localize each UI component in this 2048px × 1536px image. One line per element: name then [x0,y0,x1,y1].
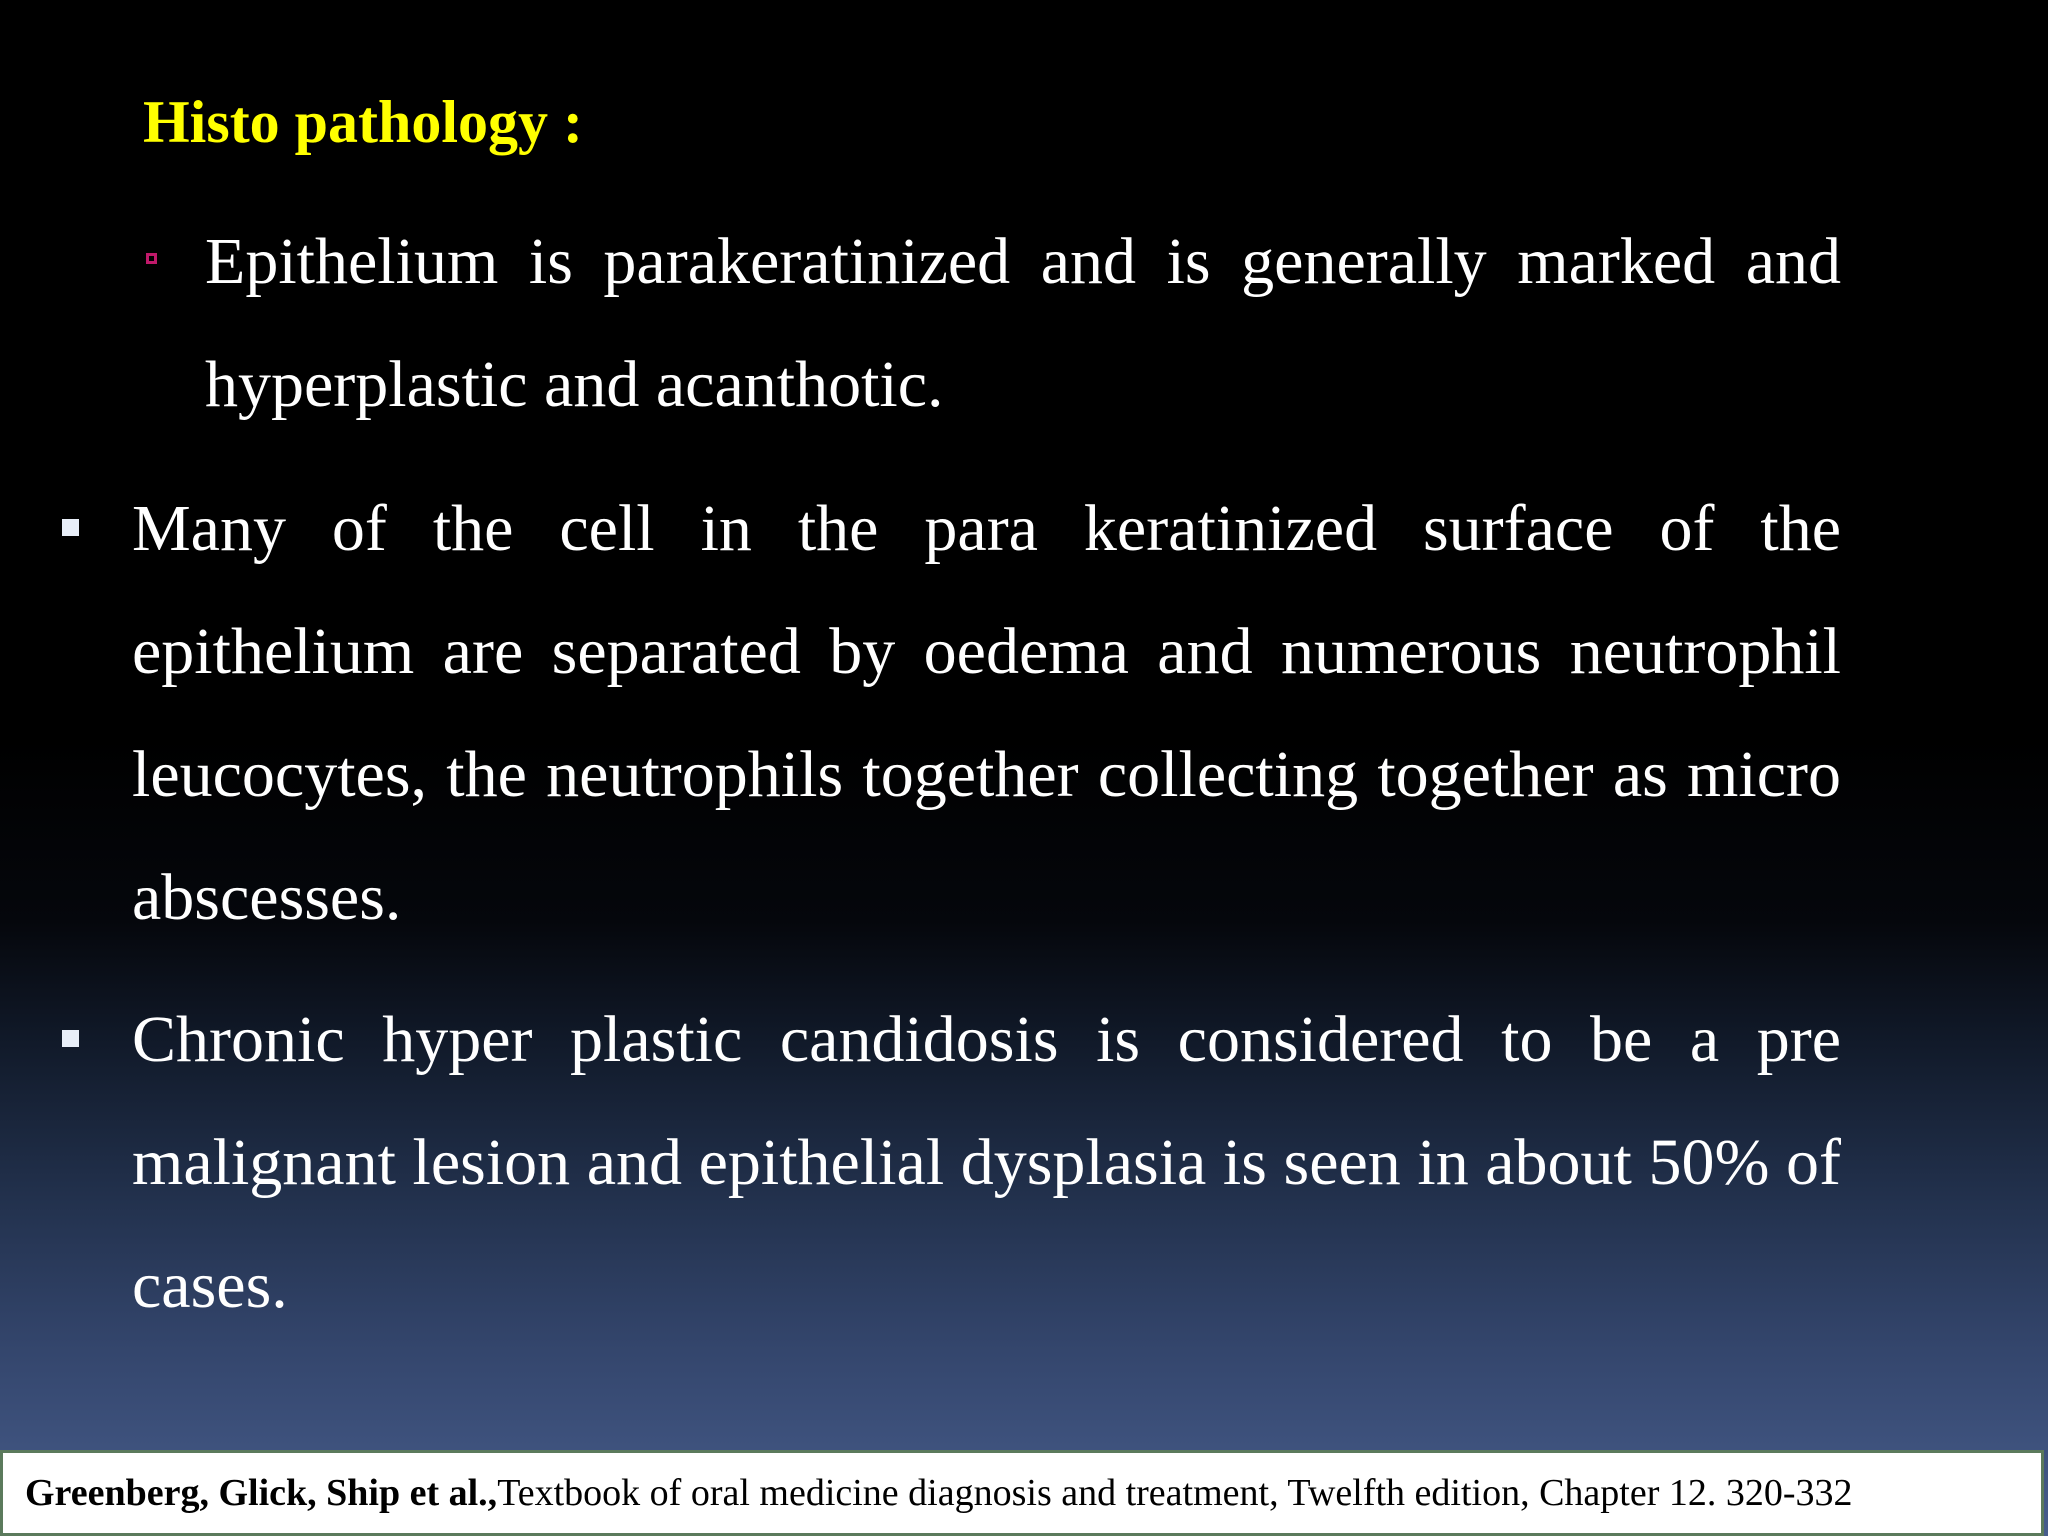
slide-title: Histo pathology : [143,89,584,155]
hollow-square-bullet-icon [146,253,157,264]
citation-authors: Greenberg, Glick, Ship et al., [25,1472,498,1514]
citation-footer [0,1450,2044,1536]
bullet-text-2: Chronic hyper plastic candidosis is considered to be a pre malignant lesion and epithelial dysplasia is seen in about 50% of cases. [132,1003,1841,1322]
sub-bullet-text: Epithelium is parakeratinized and is generally marked and hyperplastic and acanthotic. [205,225,1841,421]
citation-reference: Textbook of oral medicine diagnosis and treatment, Twelfth edition, Chapter 12. 320-332 [497,1472,1853,1514]
square-bullet-icon [62,1030,79,1047]
bullet-text-1: Many of the cell in the para keratinized surface of the epithelium are separated by oedema and numerous neutrophil leucocytes, the neutrophils together collecting together as micro abscesses. [132,492,1841,934]
square-bullet-icon [62,519,79,536]
